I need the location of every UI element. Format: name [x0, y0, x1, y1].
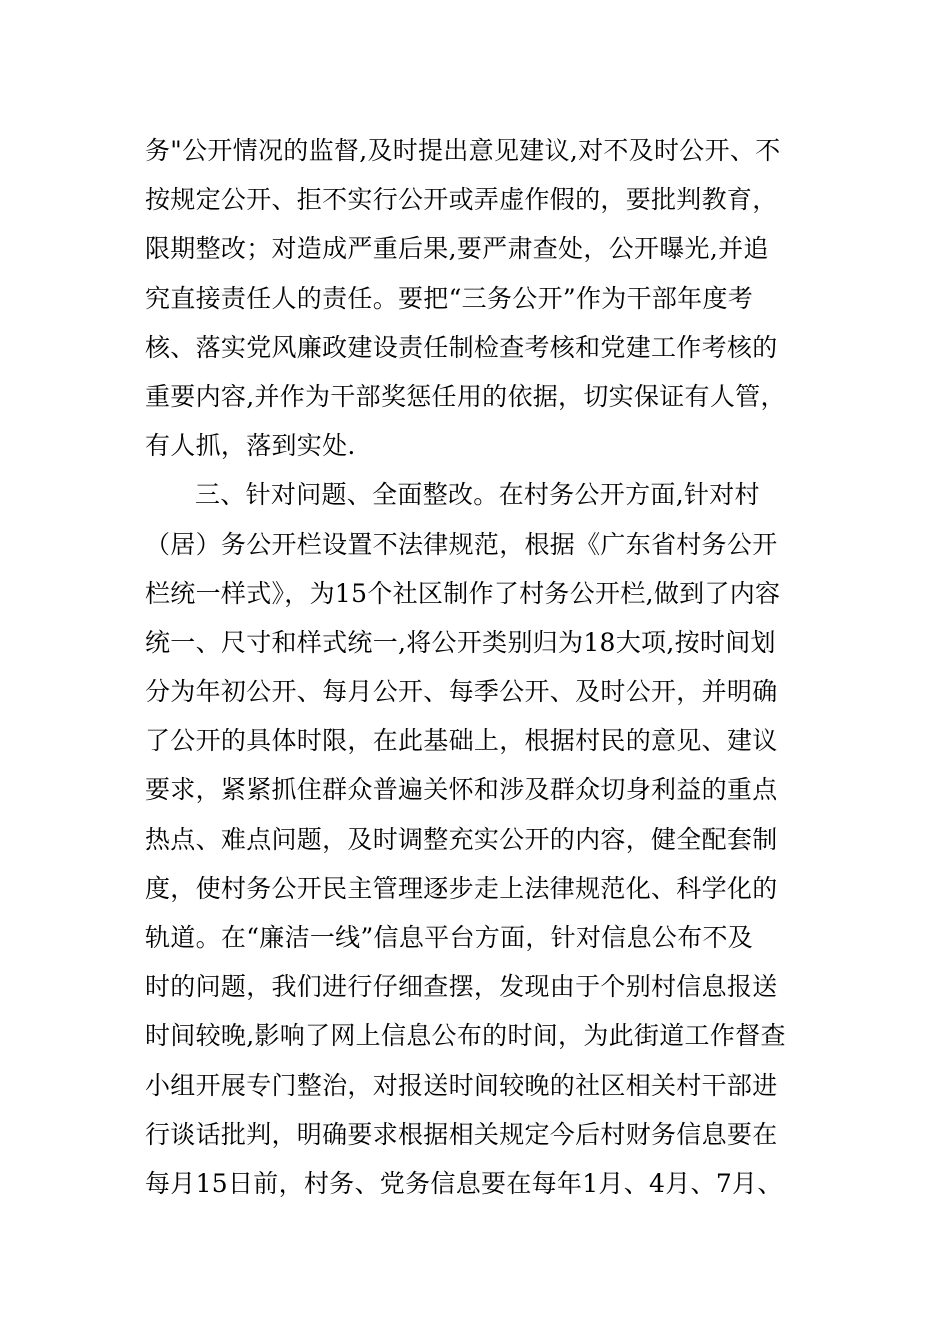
- text-line: 了公开的具体时限，在此基础上，根据村民的意见、建议: [145, 726, 778, 756]
- text-line: 轨道。在“廉洁一线”信息平台方面，针对信息公布不及: [145, 923, 754, 952]
- text-line: 核、落实党风廉政建设责任制检查考核和党建工作考核的: [145, 332, 778, 362]
- text-line: 按规定公开、拒不实行公开或弄虚作假的，要批判教育，: [145, 185, 778, 215]
- text-line: 热点、难点问题，及时调整充实公开的内容，健全配套制: [145, 824, 778, 854]
- text-line: 有人抓，落到实处.: [145, 431, 356, 461]
- paragraph-start-line: 三、针对问题、全面整改。在村务公开方面,针对村: [195, 480, 760, 510]
- text-line: 度，使村务公开民主管理逐步走上法律规范化、科学化的: [145, 873, 778, 903]
- text-line: 限期整改；对造成严重后果,要严肃查处，公开曝光,并追: [145, 234, 769, 264]
- text-line: 行谈话批判，明确要求根据相关规定今后村财务信息要在: [145, 1119, 778, 1149]
- text-line: 分为年初公开、每月公开、每季公开、及时公开，并明确: [145, 677, 778, 707]
- text-line: （居）务公开栏设置不法律规范，根据《广东省村务公开: [145, 529, 778, 559]
- body-text: [145, 126, 815, 1208]
- text-line: 时的问题，我们进行仔细查摆，发现由于个别村信息报送: [145, 972, 778, 1002]
- text-line: 务"公开情况的监督,及时提出意见建议,对不及时公开、不: [145, 136, 781, 165]
- text-line: 究直接责任人的责任。要把“三务公开”作为干部年度考: [145, 283, 754, 313]
- text-line: 要求，紧紧抓住群众普遍关怀和涉及群众切身利益的重点: [145, 775, 778, 805]
- text-line: 时间较晚,影响了网上信息公布的时间，为此街道工作督查: [145, 1021, 786, 1051]
- text-line: 每月15日前，村务、党务信息要在每年1月、4月、7月、: [145, 1168, 783, 1198]
- text-line: 栏统一样式》，为15个社区制作了村务公开栏,做到了内容: [145, 578, 781, 608]
- text-line: 统一、尺寸和样式统一,将公开类别归为18大项,按时间划: [145, 627, 776, 657]
- text-line: 重要内容,并作为干部奖惩任用的依据，切实保证有人管，: [145, 381, 786, 411]
- text-line: 小组开展专门整治，对报送时间较晚的社区相关村干部进: [145, 1070, 778, 1100]
